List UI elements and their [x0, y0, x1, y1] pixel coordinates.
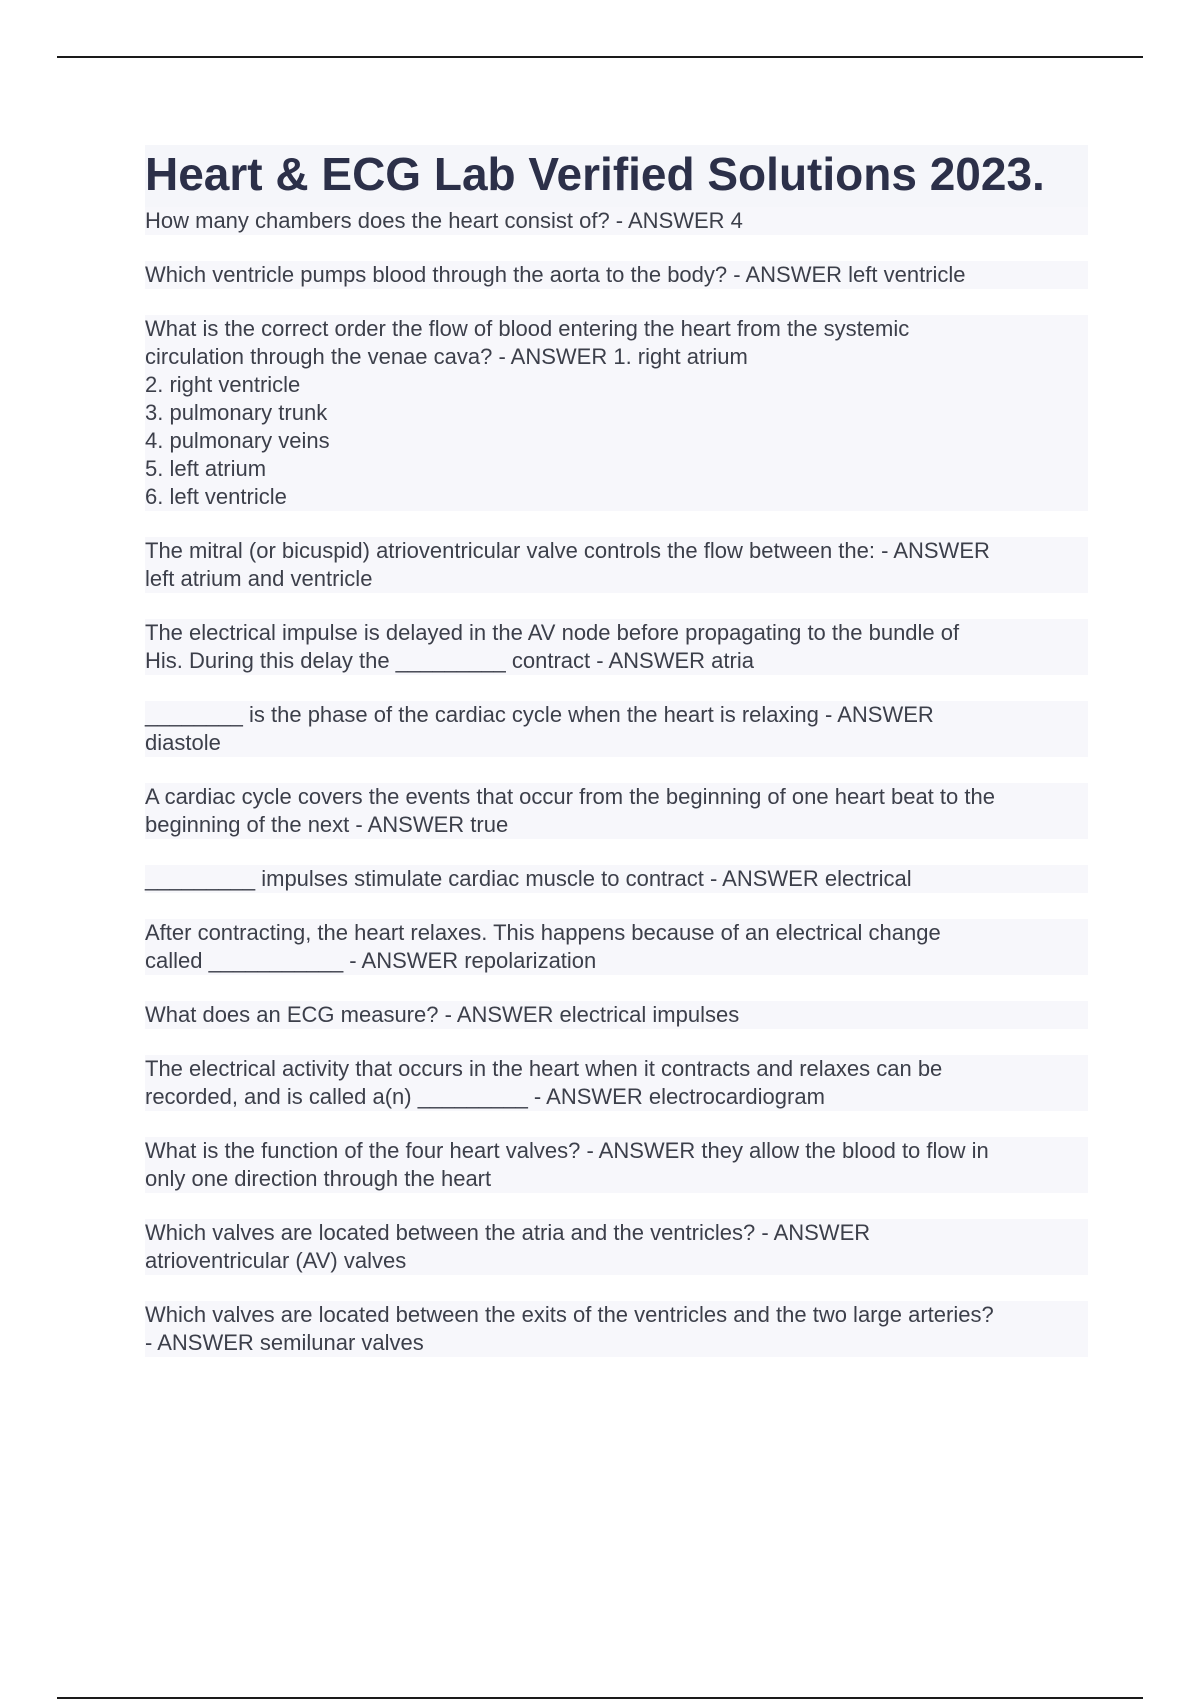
qa-item: After contracting, the heart relaxes. This happens because of an electrical change called ___________ - ANSWER repolarization — [145, 919, 1088, 975]
qa-item: What does an ECG measure? - ANSWER electrical impulses — [145, 1001, 1088, 1029]
qa-item: Which valves are located between the exits of the ventricles and the two large arteries? - ANSWER semilunar valves — [145, 1301, 1088, 1357]
qa-item: How many chambers does the heart consist of? - ANSWER 4 — [145, 207, 1088, 235]
qa-item: ________ is the phase of the cardiac cycle when the heart is relaxing - ANSWER diastole — [145, 701, 1088, 757]
title-block — [145, 145, 1088, 207]
qa-item: The electrical activity that occurs in the heart when it contracts and relaxes can be recorded, and is called a(n) _________ - ANSWER electrocardiogram — [145, 1055, 1088, 1111]
qa-item: The electrical impulse is delayed in the AV node before propagating to the bundle of His. During this delay the _________ contract - ANSWER atria — [145, 619, 1088, 675]
qa-item: Which valves are located between the atria and the ventricles? - ANSWER atrioventricular (AV) valves — [145, 1219, 1088, 1275]
document-body — [145, 145, 1088, 1383]
footer-rule — [57, 1697, 1143, 1699]
qa-item: Which ventricle pumps blood through the aorta to the body? - ANSWER left ventricle — [145, 261, 1088, 289]
header-rule — [57, 56, 1143, 58]
qa-item: What is the function of the four heart valves? - ANSWER they allow the blood to flow in only one direction through the heart — [145, 1137, 1088, 1193]
qa-item: The mitral (or bicuspid) atrioventricular valve controls the flow between the: - ANSWER left atrium and ventricle — [145, 537, 1088, 593]
qa-item: _________ impulses stimulate cardiac muscle to contract - ANSWER electrical — [145, 865, 1088, 893]
qa-list — [145, 207, 1088, 1357]
qa-item: A cardiac cycle covers the events that occur from the beginning of one heart beat to the beginning of the next - ANSWER true — [145, 783, 1088, 839]
document-title: Heart & ECG Lab Verified Solutions 2023. — [145, 148, 1045, 200]
qa-item: What is the correct order the flow of blood entering the heart from the systemic circulation through the venae cava? - ANSWER 1. right atrium 2. right ventricle 3. pulmonary trunk 4. pulmonary veins 5. left atrium 6. left ventricle — [145, 315, 1088, 511]
